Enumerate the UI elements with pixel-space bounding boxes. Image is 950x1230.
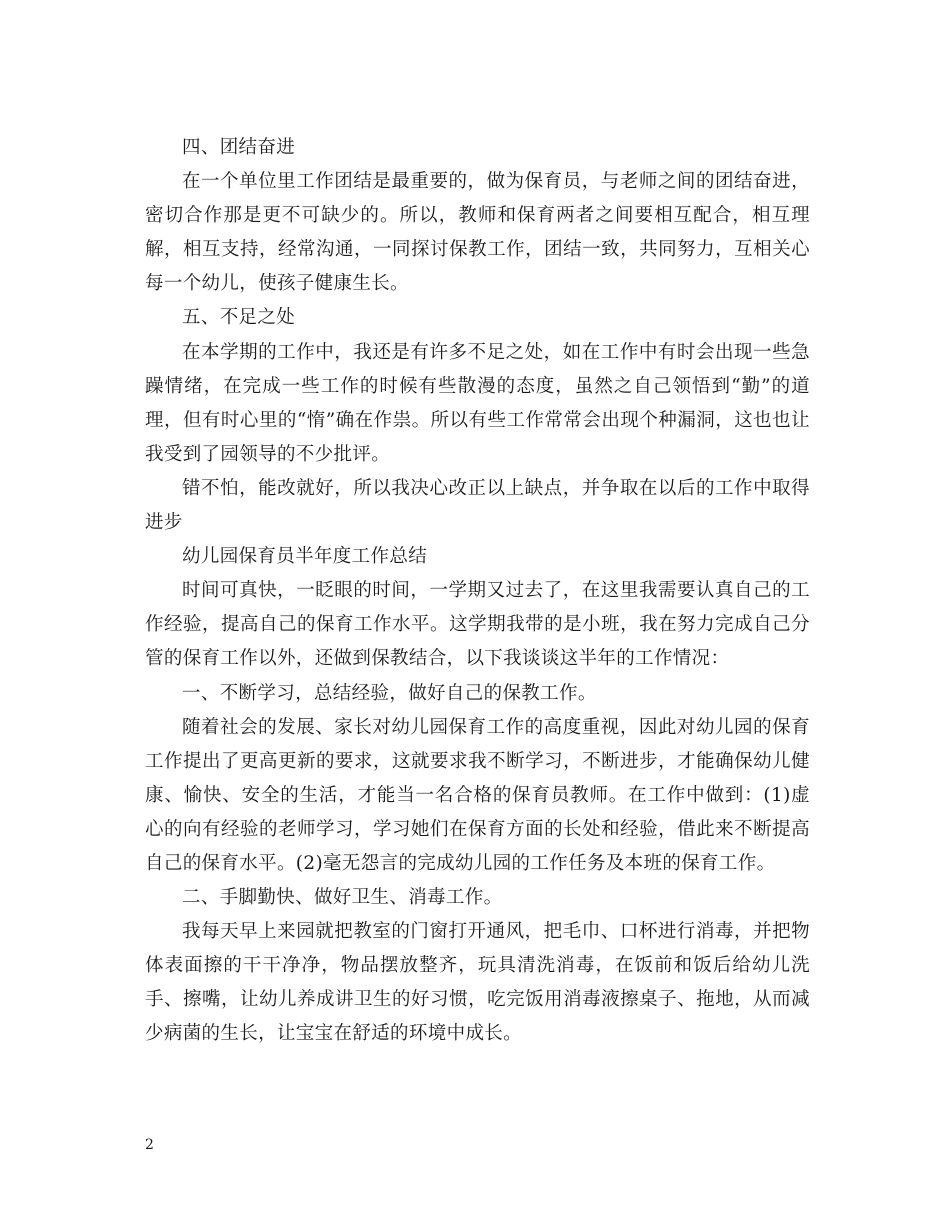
document-title: 幼儿园保育员半年度工作总结 (182, 546, 428, 568)
paragraph: 错不怕，能改就好，所以我决心改正以上缺点，并争取在以后的工作中取得进步 (145, 477, 810, 534)
paragraph: 随着社会的发展、家长对幼儿园保育工作的高度重视，因此对幼儿园的保育工作提出了更高更新的要求，这就要求我不断学习，不断进步，才能确保幼儿健康、愉快、安全的生活，才能当一名合格的保育员教师。在工作中做到：(1)虚心的向有经验的老师学习，学习她们在保育方面的长处和经验，借此来不断提高自己的保育水平。(2)毫无怨言的完成幼儿园的工作任务及本班的保育工作。 (145, 716, 810, 874)
section-heading: 二、手脚勤快、做好卫生、消毒工作。 (182, 887, 503, 909)
section-heading: 四、团结奋进 (182, 137, 296, 158)
document-body (145, 131, 810, 1052)
paragraph: 时间可真快，一眨眼的时间，一学期又过去了，在这里我需要认真自己的工作经验，提高自己的保育工作水平。这学期我带的是小班，我在努力完成自己分管的保育工作以外，还做到保教结合，以下我谈谈这半年的工作情况： (145, 580, 810, 670)
paragraph: 我每天早上来园就把教室的门窗打开通风，把毛巾、口杯进行消毒，并把物体表面擦的干干净净，物品摆放整齐，玩具清洗消毒，在饭前和饭后给幼儿洗手、擦嘴，让幼儿养成讲卫生的好习惯，吃完饭用消毒液擦桌子、拖地，从而减少病菌的生长，让宝宝在舒适的环境中成长。 (145, 921, 810, 1045)
page-number: 2 (145, 1137, 154, 1153)
section-heading: 一、不断学习，总结经验，做好自己的保教工作。 (182, 682, 597, 704)
paragraph: 在一个单位里工作团结是最重要的，做为保育员，与老师之间的团结奋进，密切合作那是更不可缺少的。所以，教师和保育两者之间要相互配合，相互理解，相互支持，经常沟通，一同探讨保教工作，团结一致，共同努力，互相关心每一个幼儿，使孩子健康生长。 (145, 171, 810, 295)
section-heading: 五、不足之处 (182, 307, 296, 329)
paragraph: 在本学期的工作中，我还是有许多不足之处，如在工作中有时会出现一些急躁情绪，在完成一些工作的时候有些散漫的态度，虽然之自己领悟到“勤”的道理，但有时心里的“惰”确在作祟。所以有些工作常常会出现个种漏洞，这也也让我受到了园领导的不少批评。 (145, 341, 810, 465)
